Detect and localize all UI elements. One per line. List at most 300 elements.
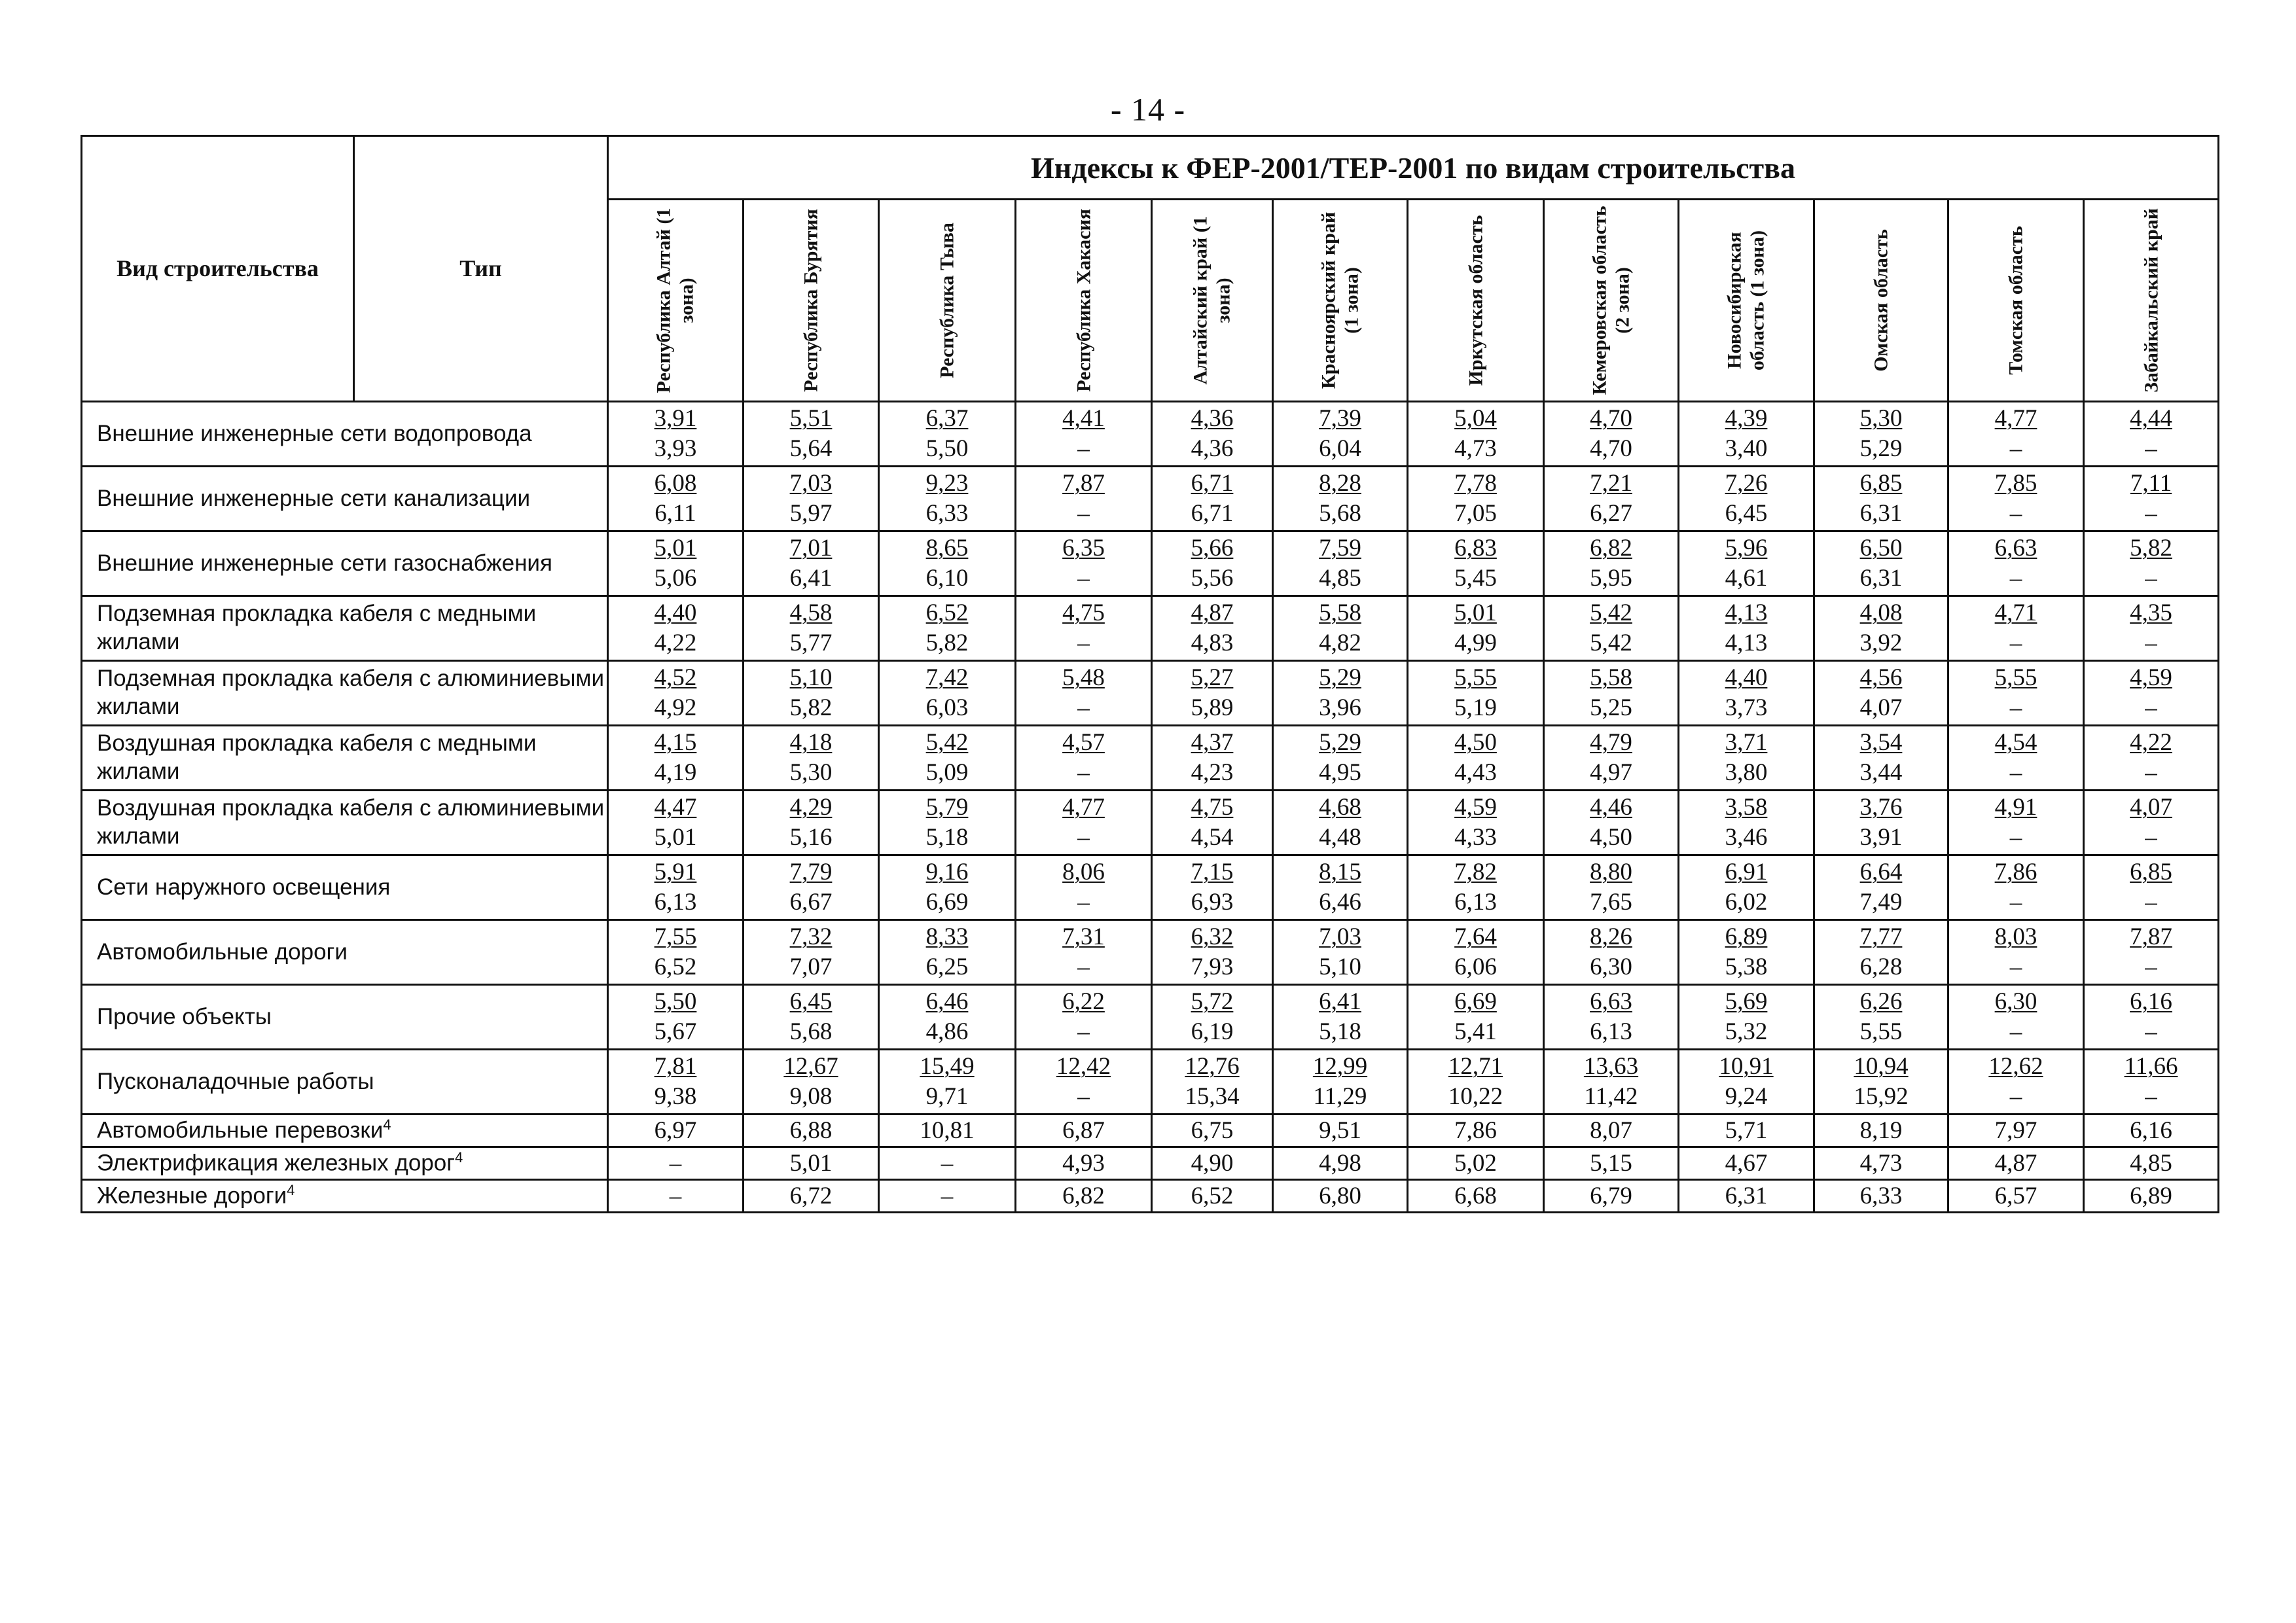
value-top: 12,42 [1056,1053,1111,1080]
value-top: 6,64 [1859,859,1903,885]
value-cell [1408,661,1544,726]
region-header [1679,200,1814,402]
value-cell [1544,920,1679,985]
value-top: 5,82 [2130,535,2172,562]
value-cell [2084,855,2219,920]
value-top: 7,39 [1319,405,1361,432]
value-cell [1016,661,1152,726]
value-cell [608,661,744,726]
row-name: Автомобильные дороги [82,920,608,985]
value-cell [1016,1050,1152,1115]
row-name-text: Электрификация железных дорог [97,1150,455,1176]
value-bottom: 6,10 [925,565,969,592]
region-header [608,200,744,402]
row-name: Подземная прокладка кабеля с алюминиевыми жилами [82,661,608,726]
value-cell [2084,985,2219,1050]
value-cell [744,661,879,726]
value-bottom: 9,71 [925,1083,969,1110]
value-bottom: 7,05 [1454,500,1497,527]
value-top: 6,69 [1454,988,1497,1015]
value-top: 6,41 [1319,988,1361,1015]
value-top: 4,35 [2130,599,2172,626]
value-bottom: – [1077,630,1090,656]
value-cell: 6,75 [1152,1115,1273,1147]
value-top: 7,81 [654,1053,697,1080]
value-cell [1273,920,1408,985]
value-top: 3,58 [1725,794,1768,821]
value-bottom: 3,93 [654,435,697,462]
region-header-label: Республика Хакасия [1072,209,1094,392]
value-cell [2084,661,2219,726]
value-top: 7,87 [1062,470,1105,497]
value-cell: 6,80 [1273,1180,1408,1213]
value-cell: 4,73 [1814,1147,1948,1180]
value-bottom: 5,18 [925,824,969,851]
value-bottom: 5,64 [789,435,833,462]
value-bottom: 5,19 [1454,694,1497,721]
value-cell: 4,87 [1948,1147,2084,1180]
region-header [1948,200,2084,402]
value-top: 7,85 [1994,470,2037,497]
value-bottom: 5,16 [789,824,833,851]
value-bottom: – [2145,954,2157,980]
value-cell [1948,791,2084,855]
value-top: 12,71 [1448,1053,1503,1080]
row-name: Внешние инженерные сети газоснабжения [82,531,608,596]
value-top: 6,26 [1859,988,1903,1015]
value-top: 7,87 [2130,923,2172,950]
value-bottom: – [2145,694,2157,721]
value-bottom: – [2145,1018,2157,1045]
value-bottom: 6,31 [1859,565,1903,592]
value-cell: 4,98 [1273,1147,1408,1180]
table-row [82,1180,2219,1213]
value-top: 8,28 [1319,470,1361,497]
value-cell [744,402,879,467]
value-top: 6,45 [789,988,833,1015]
value-bottom: 4,50 [1590,824,1632,851]
region-header-label: Томская область [2005,226,2027,375]
value-bottom: 6,52 [654,954,697,980]
value-top: 5,58 [1319,599,1361,626]
value-cell [2084,791,2219,855]
value-cell [1679,1050,1814,1115]
value-cell: 6,52 [1152,1180,1273,1213]
value-top: 8,80 [1590,859,1632,885]
value-cell [1679,985,1814,1050]
value-bottom: 15,34 [1185,1083,1240,1110]
value-cell: 4,93 [1016,1147,1152,1180]
row-name [82,1180,608,1213]
value-top: 4,39 [1725,405,1768,432]
value-cell [1814,985,1948,1050]
region-header-label: Республика Алтай (1 зона) [653,207,698,393]
value-bottom: 4,22 [654,630,697,656]
value-cell [1814,402,1948,467]
value-top: 6,82 [1590,535,1632,562]
value-cell [1016,726,1152,791]
table-row [82,661,2219,726]
table-body [82,402,2219,1213]
value-top: 4,47 [654,794,697,821]
value-cell [1152,726,1273,791]
value-bottom: 4,36 [1191,435,1234,462]
value-cell [1679,402,1814,467]
value-cell [744,791,879,855]
value-bottom: 7,07 [789,954,833,980]
value-bottom: 6,71 [1191,500,1234,527]
value-top: 5,42 [925,729,969,756]
value-top: 5,55 [1994,664,2037,691]
value-bottom: – [1077,500,1090,527]
value-top: 4,75 [1062,599,1105,626]
value-bottom: 5,95 [1590,565,1632,592]
value-bottom: 4,33 [1454,824,1497,851]
value-bottom: 10,22 [1448,1083,1503,1110]
value-cell: 5,71 [1679,1115,1814,1147]
value-cell: 6,31 [1679,1180,1814,1213]
value-bottom: 5,29 [1859,435,1903,462]
value-bottom: 4,43 [1454,759,1497,786]
value-top: 5,01 [654,535,697,562]
value-bottom: 4,99 [1454,630,1497,656]
value-top: 12,99 [1312,1053,1368,1080]
value-cell [1544,791,1679,855]
region-header-label: Красноярский край (1 зона) [1318,211,1363,389]
value-top: 5,48 [1062,664,1105,691]
value-cell: – [879,1180,1016,1213]
value-bottom: 6,02 [1725,889,1768,916]
value-bottom: – [1077,954,1090,980]
value-bottom: 4,23 [1191,759,1234,786]
value-top: 7,79 [789,859,833,885]
row-name: Воздушная прокладка кабеля с медными жилами [82,726,608,791]
value-cell [1814,467,1948,531]
value-top: 4,37 [1191,729,1234,756]
value-cell: 6,82 [1016,1180,1152,1213]
value-cell [1273,531,1408,596]
value-top: 9,16 [925,859,969,885]
value-cell: – [879,1147,1016,1180]
value-bottom: – [2009,565,2022,592]
value-bottom: – [1077,1018,1090,1045]
value-bottom: – [2145,435,2157,462]
table-row [82,1115,2219,1147]
value-top: 4,41 [1062,405,1105,432]
value-cell: 5,15 [1544,1147,1679,1180]
value-bottom: – [2009,824,2022,851]
value-cell [1016,855,1152,920]
value-cell [1016,467,1152,531]
value-cell [2084,402,2219,467]
value-bottom: – [1077,435,1090,462]
value-top: 10,94 [1854,1053,1909,1080]
footnote-marker: 4 [454,1149,463,1166]
value-bottom: 11,42 [1584,1083,1638,1110]
value-cell [1408,467,1544,531]
region-header-label: Республика Тыва [936,223,958,378]
value-bottom: 6,04 [1319,435,1361,462]
value-top: 7,32 [789,923,833,950]
value-bottom: – [2009,435,2022,462]
value-bottom: 4,95 [1319,759,1361,786]
value-cell [879,596,1016,661]
index-table [81,135,2219,1213]
value-bottom: 6,25 [925,954,969,980]
value-cell [879,791,1016,855]
value-bottom: 5,82 [789,694,833,721]
value-top: 4,13 [1725,599,1768,626]
value-cell [608,531,744,596]
value-top: 7,82 [1454,859,1497,885]
value-top: 4,40 [1725,664,1768,691]
value-top: 8,65 [925,535,969,562]
row-name: Сети наружного освещения [82,855,608,920]
value-cell [1814,855,1948,920]
value-top: 4,68 [1319,794,1361,821]
value-cell [1679,661,1814,726]
value-top: 3,71 [1725,729,1768,756]
value-bottom: 6,45 [1725,500,1768,527]
value-top: 4,29 [789,794,833,821]
value-cell [1152,855,1273,920]
value-cell [1679,726,1814,791]
value-cell: 9,51 [1273,1115,1408,1147]
table-row [82,920,2219,985]
value-cell: 6,97 [608,1115,744,1147]
value-bottom: 5,32 [1725,1018,1768,1045]
value-top: 5,04 [1454,405,1497,432]
value-cell: 6,16 [2084,1115,2219,1147]
value-cell: 6,68 [1408,1180,1544,1213]
value-cell [1948,531,2084,596]
value-cell [1679,791,1814,855]
value-top: 5,10 [789,664,833,691]
value-bottom: – [2145,1083,2157,1110]
value-bottom: – [2009,954,2022,980]
region-header-label: Иркутская область [1464,215,1486,386]
value-cell [608,791,744,855]
value-bottom: – [2145,565,2157,592]
value-cell [1544,467,1679,531]
value-top: 4,71 [1994,599,2037,626]
value-top: 5,96 [1725,535,1768,562]
value-cell [1814,726,1948,791]
row-name-text: Автомобильные перевозки [97,1117,384,1143]
value-bottom: – [2145,630,2157,656]
footnote-marker: 4 [287,1181,295,1198]
value-bottom: 3,91 [1859,824,1903,851]
value-top: 7,26 [1725,470,1768,497]
value-cell: 6,87 [1016,1115,1152,1147]
value-cell [744,855,879,920]
value-cell [1948,726,2084,791]
value-cell [879,531,1016,596]
value-top: 6,46 [925,988,969,1015]
value-cell: 8,07 [1544,1115,1679,1147]
value-cell [1016,596,1152,661]
value-cell [1948,985,2084,1050]
row-name: Внешние инженерные сети водопровода [82,402,608,467]
value-bottom: 9,38 [654,1083,697,1110]
value-bottom: 5,82 [925,630,969,656]
value-cell [1152,467,1273,531]
value-bottom: 7,65 [1590,889,1632,916]
value-cell [879,402,1016,467]
value-top: 4,22 [2130,729,2172,756]
row-name-text: Железные дороги [97,1183,287,1209]
page-number: - 14 - [1110,91,1186,128]
value-cell: 7,86 [1408,1115,1544,1147]
value-cell [1948,661,2084,726]
value-top: 7,86 [1994,859,2037,885]
value-cell [1948,920,2084,985]
value-bottom: 3,96 [1319,694,1361,721]
value-top: 6,22 [1062,988,1105,1015]
value-bottom: 3,73 [1725,694,1768,721]
value-top: 6,35 [1062,535,1105,562]
value-cell [1544,985,1679,1050]
value-top: 7,01 [789,535,833,562]
row-name: Пусконаладочные работы [82,1050,608,1115]
value-cell [1152,661,1273,726]
value-bottom: – [2145,889,2157,916]
value-cell [1273,985,1408,1050]
table-row [82,531,2219,596]
value-top: 8,15 [1319,859,1361,885]
value-top: 4,87 [1191,599,1234,626]
value-cell [744,467,879,531]
value-cell [1273,596,1408,661]
value-bottom: 5,18 [1319,1018,1361,1045]
value-bottom: 4,82 [1319,630,1361,656]
value-top: 5,27 [1191,664,1234,691]
value-cell [1273,1050,1408,1115]
value-top: 7,15 [1191,859,1234,885]
value-cell [1408,985,1544,1050]
value-top: 7,03 [789,470,833,497]
value-cell [1016,920,1152,985]
value-bottom: – [2009,1018,2022,1045]
value-cell [1152,1050,1273,1115]
region-header [744,200,879,402]
value-top: 4,36 [1191,405,1234,432]
value-cell [1814,1050,1948,1115]
value-cell [1679,596,1814,661]
value-bottom: 5,89 [1191,694,1234,721]
value-cell [1016,791,1152,855]
value-cell [608,920,744,985]
value-cell [2084,467,2219,531]
value-bottom: 5,68 [789,1018,833,1045]
value-top: 7,03 [1319,923,1361,950]
value-top: 4,75 [1191,794,1234,821]
value-bottom: 4,07 [1859,694,1903,721]
region-header [1408,200,1544,402]
value-top: 6,71 [1191,470,1234,497]
value-bottom: 3,80 [1725,759,1768,786]
value-top: 4,70 [1590,405,1632,432]
table-row [82,467,2219,531]
region-header [1814,200,1948,402]
value-cell [1814,661,1948,726]
value-cell: 6,89 [2084,1180,2219,1213]
region-header-label: Новосибирская область (1 зона) [1723,230,1768,371]
value-top: 6,08 [654,470,697,497]
table-row [82,985,2219,1050]
value-cell [2084,596,2219,661]
value-top: 3,91 [654,405,697,432]
value-cell [1016,985,1152,1050]
value-bottom: 7,93 [1191,954,1234,980]
value-cell: 10,81 [879,1115,1016,1147]
value-top: 15,49 [920,1053,975,1080]
value-cell [1408,531,1544,596]
value-cell: 4,90 [1152,1147,1273,1180]
value-cell [1679,920,1814,985]
value-cell [1948,467,2084,531]
value-top: 5,91 [654,859,697,885]
value-cell [1544,1050,1679,1115]
value-top: 6,32 [1191,923,1234,950]
value-top: 4,50 [1454,729,1497,756]
value-bottom: 9,24 [1725,1083,1768,1110]
value-cell [1544,402,1679,467]
region-header [1016,200,1152,402]
value-bottom: – [2009,694,2022,721]
table-row [82,726,2219,791]
value-bottom: 6,27 [1590,500,1632,527]
value-top: 5,66 [1191,535,1234,562]
row-name: Внешние инженерные сети канализации [82,467,608,531]
value-cell [1016,402,1152,467]
value-bottom: 6,13 [654,889,697,916]
region-header-label: Кемеровская область (2 зона) [1588,205,1634,395]
value-cell [744,726,879,791]
value-cell [1679,467,1814,531]
value-cell [744,596,879,661]
value-bottom: 5,45 [1454,565,1497,592]
value-bottom: 5,50 [925,435,969,462]
row-name: Прочие объекты [82,985,608,1050]
value-top: 7,42 [925,664,969,691]
value-bottom: – [1077,694,1090,721]
table-main-title: Индексы к ФЕР-2001/ТЕР-2001 по видам строительства [608,136,2219,200]
value-bottom: 4,73 [1454,435,1497,462]
value-top: 4,46 [1590,794,1632,821]
value-top: 6,52 [925,599,969,626]
value-cell [1152,402,1273,467]
value-bottom: – [1077,759,1090,786]
value-cell: 5,01 [744,1147,879,1180]
value-cell: 6,88 [744,1115,879,1147]
value-bottom: 4,19 [654,759,697,786]
value-cell [608,596,744,661]
value-top: 6,37 [925,405,969,432]
value-bottom: 4,54 [1191,824,1234,851]
value-cell [879,1050,1016,1115]
value-top: 7,78 [1454,470,1497,497]
value-cell [879,726,1016,791]
value-cell [1408,596,1544,661]
value-cell [1408,855,1544,920]
value-cell: 7,97 [1948,1115,2084,1147]
value-top: 6,50 [1859,535,1903,562]
value-bottom: 5,38 [1725,954,1768,980]
value-top: 4,40 [654,599,697,626]
value-bottom: 5,30 [789,759,833,786]
value-bottom: 5,06 [654,565,697,592]
